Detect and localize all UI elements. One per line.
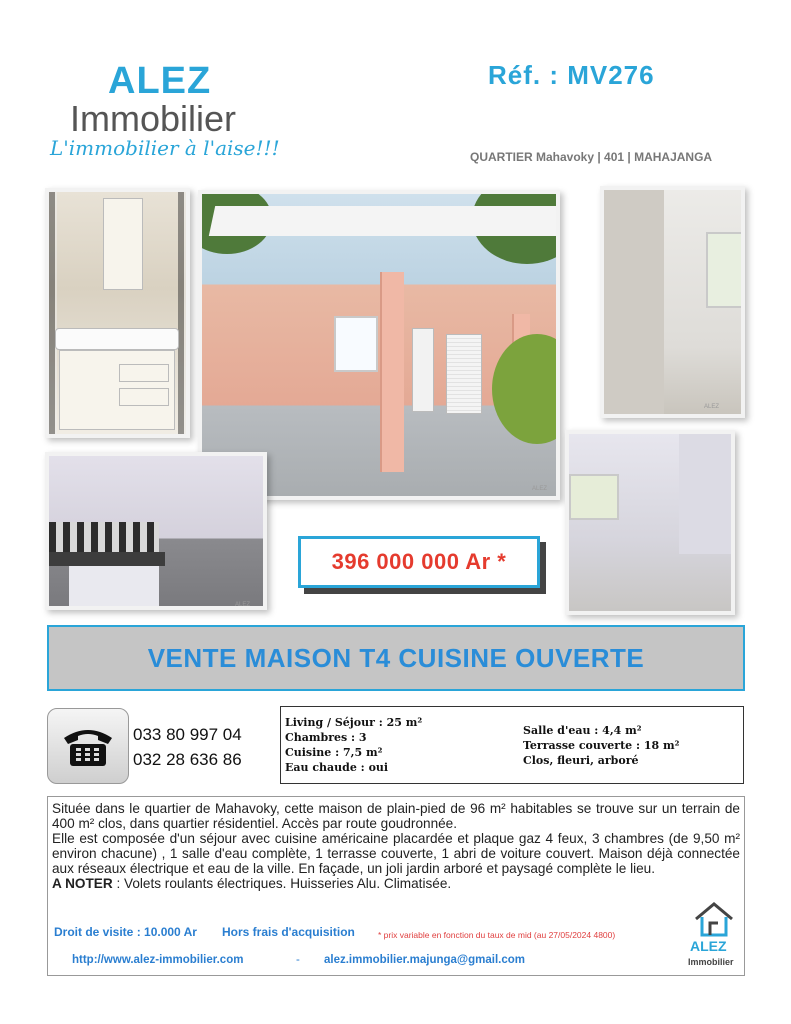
small-logo-brand: ALEZ	[690, 938, 727, 954]
listing-reference: Réf. : MV276	[488, 60, 655, 90]
listing-location: QUARTIER Mahavoky | 401 | MAHAJANGA	[470, 150, 713, 164]
visit-fee: Droit de visite : 10.000 Ar	[54, 925, 197, 939]
description-paragraph: Située dans le quartier de Mahavoky, cette maison de plain-pied de 96 m² habitables se trouve sur un terrain de 400 m² clos, dans quartier résidentiel. Accès par route goudronnée.	[52, 801, 740, 831]
phone-number-2[interactable]: 032 28 636 86	[133, 750, 242, 769]
phone-numbers	[133, 722, 242, 772]
spec-item: Terrasse couverte : 18 m²	[523, 739, 680, 752]
small-logo-name: Immobilier	[688, 957, 734, 967]
note-text: : Volets roulants électriques. Huisseries Alu. Climatisée.	[112, 876, 452, 891]
spec-item: Clos, fleuri, arboré	[523, 754, 639, 767]
specs-left-column	[285, 715, 422, 775]
price-value: 396 000 000 Ar *	[331, 549, 507, 574]
house-icon	[692, 901, 736, 939]
listing-title-banner	[47, 625, 745, 691]
logo-name-text: Immobilier	[70, 98, 237, 139]
phone-number-1[interactable]: 033 80 997 04	[133, 725, 242, 744]
small-brand-logo	[684, 901, 744, 971]
description-paragraph: Elle est composée d'un séjour avec cuisine américaine placardée et plaque gaz 4 feux, 3 chambres (de 9,50 m² environ chacune) , 1 salle d'eau complète, 1 terrasse couverte, 1 abri de voiture couvert. Maison déjà connectée aux réseaux électrique et eau de la ville. En façade, un joli jardin arboré et paysagé complète le lieu.	[52, 831, 740, 876]
website-link[interactable]: http://www.alez-immobilier.com	[72, 954, 244, 966]
telephone-icon	[47, 708, 129, 784]
specs-right-column	[523, 723, 679, 768]
spec-item: Chambres : 3	[285, 731, 367, 744]
rate-note: * prix variable en fonction du taux de mid (au 27/05/2024 4800)	[378, 930, 616, 940]
description-note	[52, 876, 740, 891]
spec-item: Cuisine : 7,5 m²	[285, 746, 383, 759]
description-box	[47, 796, 745, 976]
house-facade-photo: ALEZ	[198, 190, 560, 500]
spec-item: Eau chaude : oui	[285, 761, 389, 774]
spec-item: Living / Séjour : 25 m²	[285, 716, 423, 729]
spec-item: Salle d'eau : 4,4 m²	[523, 724, 642, 737]
note-label: A NOTER	[52, 876, 113, 891]
email-link[interactable]: alez.immobilier.majunga@gmail.com	[324, 954, 526, 966]
brand-logo	[50, 60, 290, 170]
listing-title: VENTE MAISON T4 CUISINE OUVERTE	[147, 642, 645, 673]
bedroom-photo: ALEZ	[600, 186, 745, 418]
price-box	[298, 536, 540, 588]
logo-tagline: L'immobilier à l'aise!!!	[50, 136, 280, 160]
living-room-photo	[565, 430, 735, 615]
bathroom-photo	[45, 188, 190, 438]
logo-brand-text: ALEZ	[108, 60, 212, 102]
footer-separator: -	[296, 954, 300, 966]
acquisition-fees: Hors frais d'acquisition	[222, 925, 355, 939]
specs-box	[280, 706, 744, 784]
kitchen-photo: ALEZ	[45, 452, 267, 610]
